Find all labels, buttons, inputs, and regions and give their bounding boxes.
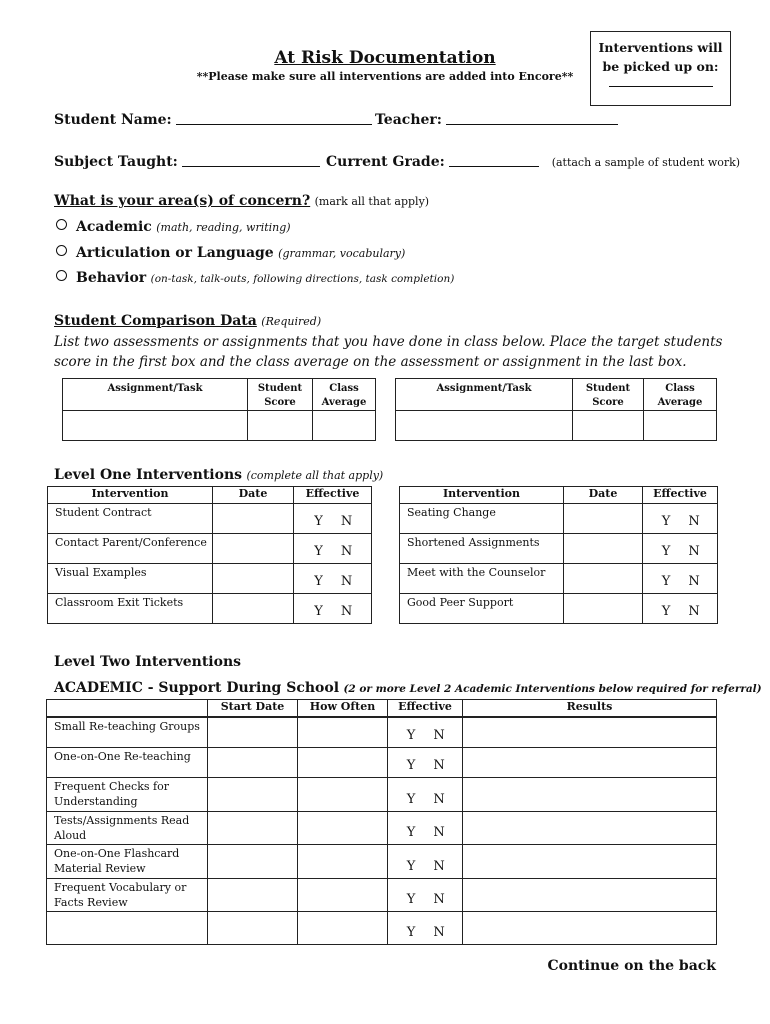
how-often-cell[interactable] (298, 717, 388, 748)
col-header: Intervention (48, 487, 213, 504)
concern-option-hint: (on-task, talk-outs, following directions, task completion) (150, 273, 455, 285)
continue-note: Continue on the back (547, 958, 716, 974)
col-header-blank (47, 700, 208, 717)
pickup-date-blank[interactable] (609, 86, 713, 87)
col-header: Effective (643, 487, 718, 504)
no-option[interactable]: N (433, 728, 445, 743)
yes-option[interactable]: Y (661, 544, 671, 559)
date-cell[interactable] (213, 534, 294, 564)
col-header: Date (213, 487, 294, 504)
student-name-label: Student Name: (54, 112, 172, 128)
page-title: At Risk Documentation (274, 48, 496, 68)
pickup-line-1: Interventions will (598, 40, 723, 55)
effective-cell[interactable] (643, 594, 718, 624)
results-cell[interactable] (463, 778, 717, 812)
col-header: Assignment/Task (63, 379, 248, 411)
intervention-name: Contact Parent/Conference (48, 534, 213, 564)
results-cell[interactable] (463, 879, 717, 912)
level-one-note: (complete all that apply) (246, 469, 384, 482)
concern-option-hint: (grammar, vocabulary) (278, 247, 406, 260)
intervention-name: Frequent Vocabulary or Facts Review (47, 879, 208, 912)
intervention-name-blank[interactable] (47, 912, 208, 945)
col-header: Intervention (400, 487, 564, 504)
intervention-name: One-on-One Flashcard Material Review (47, 845, 208, 879)
level-two-table (46, 699, 717, 945)
how-often-cell[interactable] (298, 879, 388, 912)
no-option[interactable]: N (340, 604, 353, 619)
col-header: Date (564, 487, 643, 504)
col-header: Student Score (248, 379, 313, 411)
no-option[interactable]: N (688, 574, 700, 589)
concern-note: (mark all that apply) (314, 195, 430, 208)
subject-field[interactable] (182, 154, 320, 167)
how-often-cell[interactable] (298, 778, 388, 812)
student-score-cell[interactable] (573, 411, 644, 441)
effective-cell[interactable] (388, 912, 463, 945)
no-option[interactable]: N (433, 892, 445, 907)
comparison-table-right (395, 378, 717, 441)
no-option[interactable]: N (688, 544, 700, 559)
page-subtitle: **Please make sure all interventions are added into Encore** (196, 70, 574, 83)
col-header: Results (463, 700, 717, 717)
how-often-cell[interactable] (298, 912, 388, 945)
comparison-table-left (62, 378, 376, 441)
no-option[interactable]: N (433, 758, 445, 773)
date-cell[interactable] (564, 564, 643, 594)
start-date-cell[interactable] (208, 912, 298, 945)
effective-cell[interactable] (294, 564, 372, 594)
student-score-cell[interactable] (248, 411, 313, 441)
yes-option[interactable]: Y (661, 604, 671, 619)
effective-cell[interactable] (294, 504, 372, 534)
intervention-name: Classroom Exit Tickets (48, 594, 213, 624)
radio-circle-icon[interactable] (56, 270, 67, 281)
concern-option-articulation[interactable] (56, 245, 405, 261)
student-name-field[interactable] (176, 112, 372, 125)
col-header: Student Score (573, 379, 644, 411)
no-option[interactable]: N (340, 514, 353, 529)
effective-cell[interactable] (388, 748, 463, 778)
col-header: How Often (298, 700, 388, 717)
radio-circle-icon[interactable] (56, 219, 67, 230)
effective-cell[interactable] (643, 504, 718, 534)
no-option[interactable]: N (340, 544, 353, 559)
task-cell[interactable] (396, 411, 573, 441)
col-header: Start Date (208, 700, 298, 717)
no-option[interactable]: N (688, 514, 700, 529)
no-option[interactable]: N (433, 859, 445, 874)
yes-option[interactable]: Y (661, 574, 671, 589)
grade-field[interactable] (449, 154, 539, 167)
col-header: Class Average (644, 379, 717, 411)
col-header: Assignment/Task (396, 379, 573, 411)
effective-cell[interactable] (294, 594, 372, 624)
yes-option[interactable]: Y (406, 758, 416, 773)
start-date-cell[interactable] (208, 748, 298, 778)
results-cell[interactable] (463, 812, 717, 845)
pickup-box (590, 31, 731, 106)
yes-option[interactable]: Y (661, 514, 671, 529)
yes-option[interactable]: Y (406, 925, 416, 940)
level-one-table-right (399, 486, 718, 624)
yes-option[interactable]: Y (314, 514, 323, 529)
yes-option[interactable]: Y (406, 728, 416, 743)
results-cell[interactable] (463, 845, 717, 879)
yes-option[interactable]: Y (314, 604, 323, 619)
intervention-name: Shortened Assignments (400, 534, 564, 564)
start-date-cell[interactable] (208, 845, 298, 879)
teacher-field[interactable] (446, 112, 618, 125)
class-average-cell[interactable] (313, 411, 376, 441)
col-header: Effective (294, 487, 372, 504)
no-option[interactable]: N (433, 825, 445, 840)
intervention-name: Meet with the Counselor (400, 564, 564, 594)
results-cell[interactable] (463, 717, 717, 748)
intervention-name: Small Re-teaching Groups (47, 717, 208, 748)
start-date-cell[interactable] (208, 717, 298, 748)
how-often-cell[interactable] (298, 812, 388, 845)
level-two-subheading: ACADEMIC - Support During School (54, 680, 340, 696)
no-option[interactable]: N (433, 792, 445, 807)
intervention-name: Good Peer Support (400, 594, 564, 624)
concern-option-academic[interactable] (56, 219, 291, 235)
col-header: Effective (388, 700, 463, 717)
date-cell[interactable] (564, 594, 643, 624)
no-option[interactable]: N (433, 925, 445, 940)
intervention-name: One-on-One Re-teaching (47, 748, 208, 778)
date-cell[interactable] (213, 564, 294, 594)
no-option[interactable]: N (340, 574, 353, 589)
date-cell[interactable] (213, 594, 294, 624)
no-option[interactable]: N (688, 604, 700, 619)
radio-circle-icon[interactable] (56, 245, 67, 256)
intervention-name: Visual Examples (48, 564, 213, 594)
date-cell[interactable] (213, 504, 294, 534)
grade-label: Current Grade: (326, 154, 445, 170)
results-cell[interactable] (463, 748, 717, 778)
effective-cell[interactable] (294, 534, 372, 564)
comparison-heading: Student Comparison Data (54, 313, 257, 329)
level-two-heading: Level Two Interventions (54, 654, 242, 670)
effective-cell[interactable] (643, 534, 718, 564)
task-cell[interactable] (63, 411, 248, 441)
level-one-table-left (47, 486, 372, 624)
yes-option[interactable]: Y (406, 792, 416, 807)
effective-cell[interactable] (388, 812, 463, 845)
how-often-cell[interactable] (298, 845, 388, 879)
start-date-cell[interactable] (208, 812, 298, 845)
comparison-required: (Required) (261, 315, 322, 328)
class-average-cell[interactable] (644, 411, 717, 441)
yes-option[interactable]: Y (406, 892, 416, 907)
effective-cell[interactable] (388, 845, 463, 879)
date-cell[interactable] (564, 534, 643, 564)
yes-option[interactable]: Y (314, 544, 323, 559)
yes-option[interactable]: Y (406, 825, 416, 840)
intervention-name: Frequent Checks for Understanding (47, 778, 208, 812)
concern-option-label: Academic (76, 219, 152, 235)
how-often-cell[interactable] (298, 748, 388, 778)
effective-cell[interactable] (388, 778, 463, 812)
level-two-note: (2 or more Level 2 Academic Interventions below required for referral) (343, 683, 762, 695)
start-date-cell[interactable] (208, 879, 298, 912)
effective-cell[interactable] (388, 717, 463, 748)
concern-option-behavior[interactable] (56, 270, 454, 286)
pickup-line-2: be picked up on: (602, 59, 719, 74)
intervention-name: Seating Change (400, 504, 564, 534)
concern-option-hint: (math, reading, writing) (156, 221, 291, 234)
comparison-instructions: List two assessments or assignments that you have done in class below. Place the target students score in the first box and the class average on the assessment or assignment in the last box. (54, 334, 723, 370)
yes-option[interactable]: Y (406, 859, 416, 874)
concern-option-label: Behavior (76, 270, 147, 286)
date-cell[interactable] (564, 504, 643, 534)
concern-heading: What is your area(s) of concern? (54, 193, 311, 209)
effective-cell[interactable] (643, 564, 718, 594)
level-one-heading: Level One Interventions (54, 467, 243, 483)
yes-option[interactable]: Y (314, 574, 323, 589)
subject-label: Subject Taught: (54, 154, 178, 170)
col-header: Class Average (313, 379, 376, 411)
effective-cell[interactable] (388, 879, 463, 912)
intervention-name: Student Contract (48, 504, 213, 534)
concern-option-label: Articulation or Language (76, 245, 274, 261)
attach-note: (attach a sample of student work) (551, 156, 741, 169)
intervention-name: Tests/Assignments Read Aloud (47, 812, 208, 845)
teacher-label: Teacher: (375, 112, 442, 128)
start-date-cell[interactable] (208, 778, 298, 812)
results-cell[interactable] (463, 912, 717, 945)
